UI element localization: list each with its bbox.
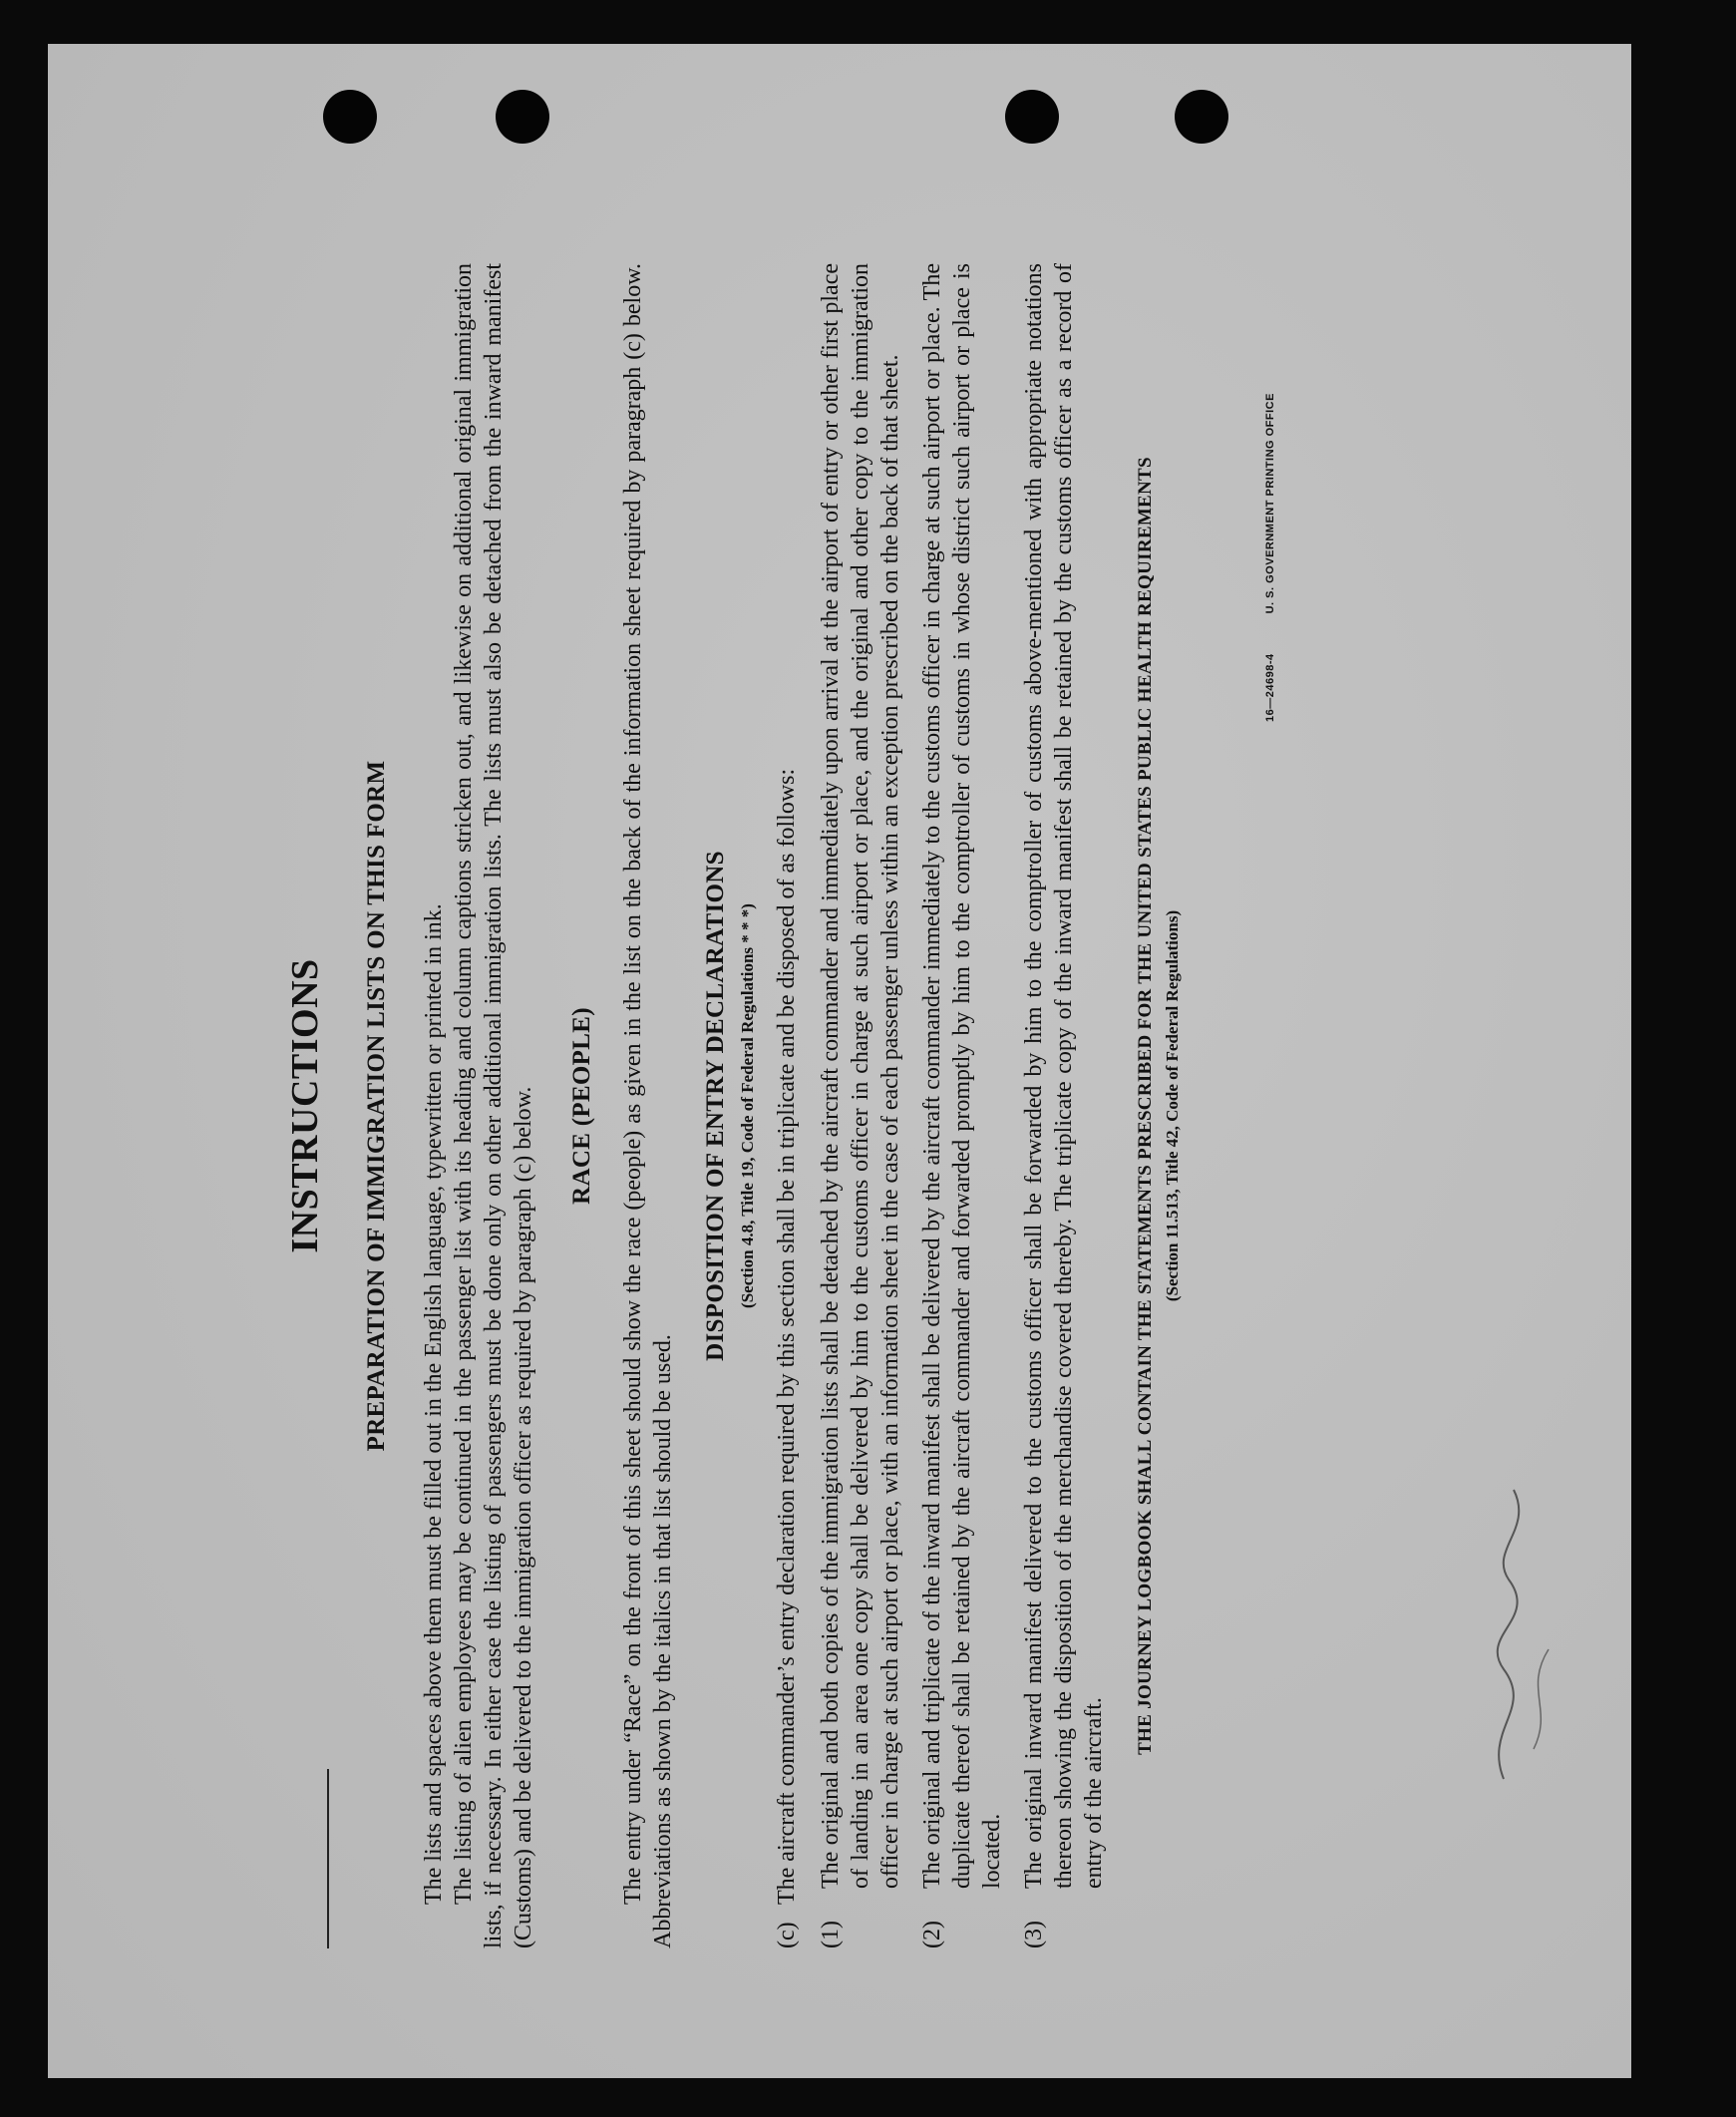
form-number: 16—24698‑4: [1264, 653, 1276, 722]
handwritten-mark: [1464, 1450, 1573, 1799]
disposition-heading: DISPOSITION OF ENTRY DECLARATIONS: [702, 851, 729, 1361]
logbook-heading: THE JOURNEY LOGBOOK SHALL CONTAIN THE STATEMENTS PRESCRIBED FOR THE UNITED STATES PUBLIC HEALTH REQUIREMENTS: [1135, 457, 1156, 1755]
race-paragraph: The entry under “Race” on the front of this sheet should show the race (people) as given in the list on the back of the information sheet required by paragraph (c) below. Abbreviations as shown by the italics in that list should be used.: [620, 263, 676, 1948]
disposition-subheading: (Section 4.8, Title 19, Code of Federal Regulations * * *): [738, 903, 757, 1308]
preparation-paragraph: The lists and spaces above them must be filled out in the English language, typewritten or printed in ink.: [421, 903, 447, 1905]
preparation-heading: PREPARATION OF IMMIGRATION LISTS ON THIS FORM: [363, 760, 390, 1452]
title-underline: [327, 1769, 329, 1948]
paragraph-text: The aircraft commander’s entry declaration required by this section shall be in triplicate and be disposed of as follows:: [774, 768, 800, 1905]
disposition-intro: [772, 263, 802, 1948]
disposition-item: [1019, 263, 1109, 1948]
race-heading: RACE (PEOPLE): [568, 1007, 595, 1205]
disposition-item: [816, 263, 905, 1948]
item-text: The original and triplicate of the inward manifest shall be delivered by the aircraft commander immediately to the customs officer in charge at such airport or place. The duplicate thereof shall be retained by the aircraft commander and forwarded promptly by him to the comptroller of customs in whose district such airport or place is located.: [919, 263, 1005, 1889]
punch-hole: [1005, 90, 1059, 144]
item-label: (2): [919, 1921, 945, 1948]
document-title: INSTRUCTIONS: [284, 958, 326, 1253]
item-label: (3): [1021, 1921, 1047, 1948]
preparation-paragraph: The listing of alien employees may be continued in the passenger list with its heading and column captions stricken out, and likewise on additional original immigration lists, if necessary. In either case the listing of passengers must be done only on other additional immigration lists. The lists must also be detached from the inward manifest (Customs) and be delivered to the immigration officer as required by paragraph (c) below.: [451, 263, 536, 1948]
item-text: The original and both copies of the immigration lists shall be detached by the aircraft commander and immediately upon arrival at the airport of entry or other first place of landing in an area one copy shall be delivered by him to the customs officer in charge at such airport or place, and the original and other copy to the immigration officer in charge at such airport or place, with an information sheet in the case of each passenger unless within an exception prescribed on the back of that sheet.: [818, 263, 903, 1889]
printer-imprint: U. S. GOVERNMENT PRINTING OFFICE: [1264, 393, 1276, 614]
paragraph-label: (c): [774, 1922, 800, 1948]
item-text: The original inward manifest delivered to the customs officer shall be forwarded by him to the comptroller of customs above-mentioned with appropriate notations thereon showing the disposition of the merchandise covered thereby. The triplicate copy of the inward manifest shall be retained by the customs officer as a record of entry of the aircraft.: [1021, 263, 1107, 1889]
punch-hole: [496, 90, 549, 144]
punch-hole: [323, 90, 377, 144]
rotated-content: [259, 263, 1316, 1948]
item-label: (1): [818, 1921, 844, 1948]
logbook-subheading: (Section 11.513, Title 42, Code of Federal Regulations): [1163, 909, 1182, 1302]
document-page: [48, 44, 1631, 2078]
punch-hole: [1175, 90, 1228, 144]
footer: [1264, 393, 1276, 722]
disposition-item: [917, 263, 1007, 1948]
